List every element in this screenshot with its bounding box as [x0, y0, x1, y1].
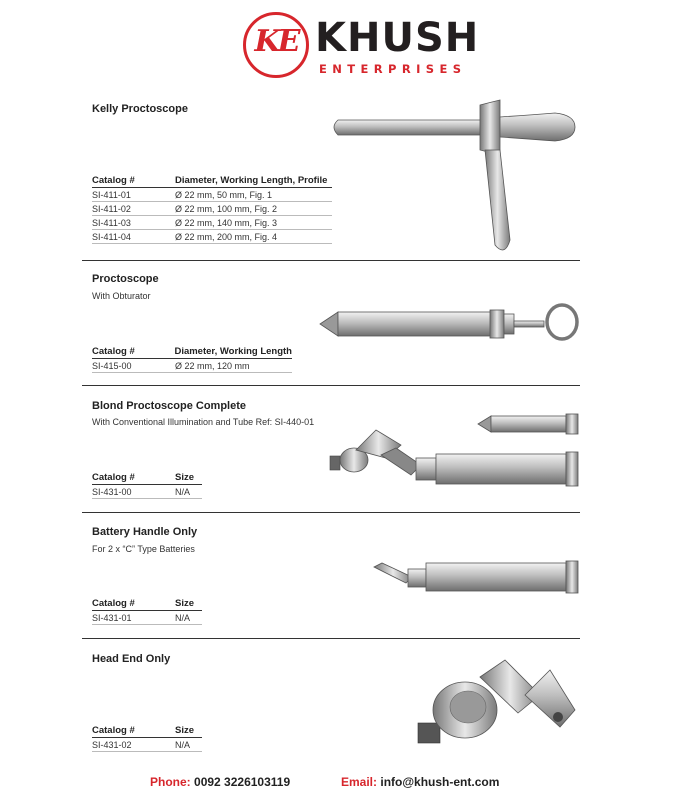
phone-contact — [150, 775, 290, 789]
phone-label: Phone: — [150, 775, 191, 789]
column-header-spec: Size — [175, 472, 195, 483]
column-header-catalog: Catalog # — [92, 598, 135, 609]
table-row — [92, 738, 202, 752]
spec-value: Ø 22 mm, 120 mm — [175, 360, 250, 371]
spec-value: N/A — [175, 486, 191, 497]
table-header — [92, 598, 202, 611]
column-header-spec: Diameter, Working Length, Profile — [175, 175, 328, 186]
proctoscope-with-obturator-image — [318, 300, 580, 348]
spec-value: N/A — [175, 612, 191, 623]
catalog-number: SI-431-00 — [92, 486, 132, 497]
catalog-number: SI-411-04 — [92, 231, 131, 242]
email-contact — [341, 775, 499, 789]
catalog-table — [92, 725, 202, 752]
email-address[interactable]: info@khush-ent.com — [380, 775, 500, 789]
section-divider — [82, 260, 580, 261]
column-header-spec: Size — [175, 725, 195, 736]
table-row — [92, 359, 292, 373]
catalog-table — [92, 598, 202, 625]
spec-value: Ø 22 mm, 50 mm, Fig. 1 — [175, 189, 273, 200]
catalog-number: SI-415-00 — [92, 360, 132, 371]
column-header-catalog: Catalog # — [92, 175, 135, 186]
catalog-number: SI-411-02 — [92, 203, 131, 214]
column-header-catalog: Catalog # — [92, 472, 135, 483]
section-divider — [82, 638, 580, 639]
section-divider — [82, 512, 580, 513]
spec-value: Ø 22 mm, 100 mm, Fig. 2 — [175, 203, 278, 214]
catalog-number: SI-411-03 — [92, 217, 131, 228]
spec-value: N/A — [175, 739, 191, 750]
section-subtitle: For 2 x “C” Type Batteries — [92, 544, 195, 554]
catalog-number: SI-411-01 — [92, 189, 131, 200]
section-title: Battery Handle Only — [92, 526, 198, 538]
brand-tagline: ENTERPRISES — [319, 62, 467, 76]
blond-proctoscope-complete-image — [326, 410, 580, 500]
column-header-spec: Size — [175, 598, 195, 609]
catalog-table — [92, 346, 292, 373]
table-row — [92, 611, 202, 625]
table-row — [92, 202, 332, 216]
phone-number: 0092 3226103119 — [194, 775, 291, 789]
table-header — [92, 472, 202, 485]
section-title: Proctoscope — [92, 273, 159, 285]
kelly-proctoscope-image — [330, 95, 580, 260]
column-header-catalog: Catalog # — [92, 346, 135, 357]
brand-name: KHUSH — [315, 15, 480, 61]
catalog-number: SI-431-02 — [92, 739, 132, 750]
head-end-image — [410, 655, 580, 750]
table-header — [92, 725, 202, 738]
section-subtitle: With Obturator — [92, 291, 151, 301]
brand-logo — [243, 12, 480, 80]
email-label: Email: — [341, 775, 378, 789]
table-row — [92, 216, 332, 230]
catalog-table — [92, 472, 202, 499]
section-title: Kelly Proctoscope — [92, 103, 188, 115]
battery-handle-image — [372, 555, 580, 595]
spec-value: Ø 22 mm, 200 mm, Fig. 4 — [175, 231, 278, 242]
column-header-catalog: Catalog # — [92, 725, 135, 736]
logo-monogram: KE — [254, 24, 298, 59]
spec-value: Ø 22 mm, 140 mm, Fig. 3 — [175, 217, 278, 228]
table-header — [92, 346, 292, 359]
table-row — [92, 188, 332, 202]
table-row — [92, 230, 332, 244]
table-row — [92, 485, 202, 499]
section-title: Blond Proctoscope Complete — [92, 400, 247, 412]
section-subtitle: With Conventional Illumination and Tube Ref: SI-440-01 — [92, 417, 315, 427]
section-divider — [82, 385, 580, 386]
section-title: Head End Only — [92, 653, 171, 665]
catalog-number: SI-431-01 — [92, 612, 132, 623]
column-header-spec: Diameter, Working Length — [174, 346, 292, 357]
table-header — [92, 175, 332, 188]
catalog-table — [92, 175, 332, 244]
